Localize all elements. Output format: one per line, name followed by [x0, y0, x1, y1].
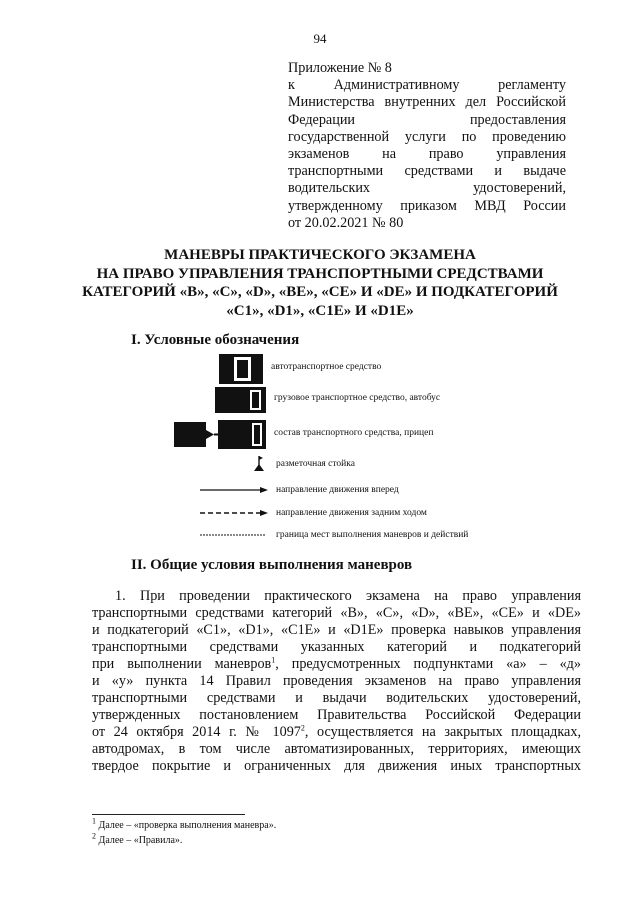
reverse-arrow-icon [200, 508, 268, 518]
legend-boundary-label: граница мест выполнения маневров и действий [276, 530, 469, 540]
heading-line: МАНЕВРЫ ПРАКТИЧЕСКОГО ЭКЗАМЕНА [164, 247, 476, 263]
forward-arrow-icon [200, 485, 268, 495]
heading-line: НА ПРАВО УПРАВЛЕНИЯ ТРАНСПОРТНЫМИ СРЕДСТВАМИ [96, 265, 544, 282]
body-line [92, 724, 581, 741]
appendix-line: от 20.02.2021 № 80 [288, 214, 404, 231]
footnote-text: Далее – «проверка выполнения маневра». [98, 820, 277, 831]
marker-post-icon [251, 455, 267, 473]
appendix-line: водительских удостоверений, [288, 180, 566, 197]
footnote-ref-2: 2 [300, 723, 305, 733]
body-line: и подкатегорий «C1», «D1», «C1E» и «D1E» проверка навыков управления [92, 622, 581, 638]
body-line: транспортными средствами категорий «B», «C», «D», «BE», «CE» и «DE» [92, 605, 581, 621]
trailer-combination-icon [174, 420, 266, 449]
body-line: и «у» пункта 14 Правил проведения экзаменов на право управления [92, 673, 581, 689]
footnote-mark: 1 [92, 816, 96, 826]
body-line: 1. При проведении практического экзамена на право управления [115, 588, 581, 604]
appendix-line: государственной услуги по проведению [288, 128, 566, 145]
legend-truck-label: грузовое транспортное средство, автобус [274, 393, 441, 403]
footnote-1 [92, 816, 277, 831]
footnote-ref-1: 1 [271, 655, 276, 665]
appendix-header [288, 60, 566, 232]
legend-reverse-label: направление движения задним ходом [276, 508, 427, 518]
footnote-mark: 2 [92, 831, 96, 841]
heading-line: КАТЕГОРИЙ «B», «C», «D», «BE», «CE» И «DE» И ПОДКАТЕГОРИЙ [82, 284, 558, 300]
body-line [92, 656, 581, 673]
section2-title: II. Общие условия выполнения маневров [131, 557, 413, 573]
page-number: 94 [313, 31, 327, 46]
legend-car-label: автотранспортное средство [271, 362, 382, 372]
body-fragment: , осуществляется на закрытых площадках, [304, 724, 581, 740]
legend-trailer-label: состав транспортного средства, прицеп [274, 428, 434, 438]
appendix-line: экзаменов на право управления [288, 146, 566, 163]
appendix-line: транспортными средствами и выдаче [288, 163, 566, 180]
body-line: транспортными средствами и выдачи водительских удостоверений, [92, 690, 581, 706]
appendix-line: Федерации предоставления [288, 111, 566, 128]
legend-forward-label: направление движения вперед [276, 485, 399, 495]
document-heading [70, 246, 570, 320]
body-line: твердое покрытие и ограниченных для движения иных транспортных [92, 758, 581, 774]
body-line: автодромах, в том числе автоматизированных, территориях, имеющих [92, 741, 581, 757]
appendix-line: Министерства внутренних дел Российской [288, 94, 566, 111]
heading-line: «C1», «D1», «C1E» И «D1E» [226, 302, 414, 319]
body-fragment: при выполнении маневров [92, 656, 272, 672]
appendix-line: утвержденному приказом МВД России [288, 197, 566, 214]
body-fragment: от 24 октября 2014 г. № 1097 [92, 724, 301, 740]
footnote-text: Далее – «Правила». [98, 835, 183, 846]
body-line: утвержденных постановлением Правительства Российской Федерации [92, 707, 581, 723]
legend-marker-label: разметочная стойка [276, 459, 355, 469]
truck-icon [215, 387, 266, 413]
appendix-line: к Административному регламенту [288, 77, 566, 94]
footnote-2 [92, 831, 183, 846]
appendix-title: Приложение № 8 [288, 60, 392, 76]
footnote-separator [92, 814, 245, 815]
section2-body [92, 588, 581, 775]
section1-title: I. Условные обозначения [131, 332, 300, 348]
body-fragment: , предусмотренных подпунктами «а» – «д» [275, 656, 581, 672]
car-icon [219, 354, 263, 384]
body-line: транспортными средствами указанных категорий и подкатегорий [92, 639, 581, 655]
boundary-line-icon [200, 532, 266, 538]
